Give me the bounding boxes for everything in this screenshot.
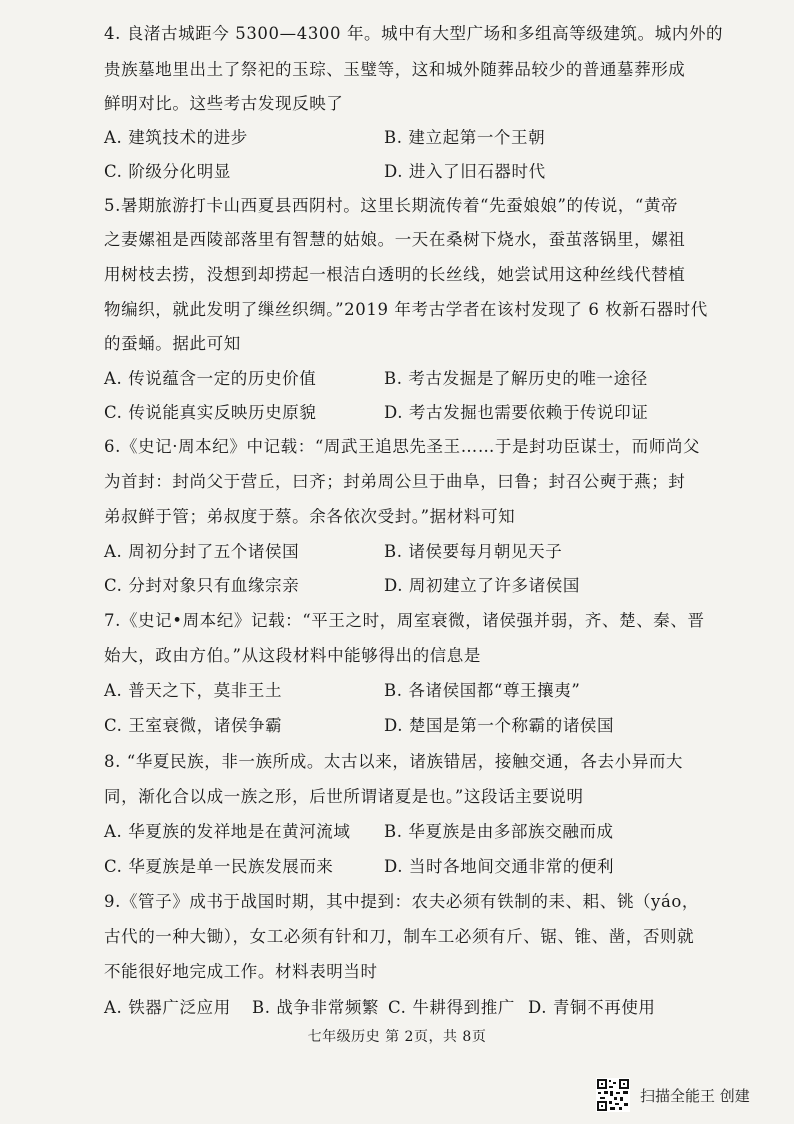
question-7-option-d: D. 楚国是第一个称霸的诸侯国 bbox=[384, 716, 615, 735]
question-9-option-b: B. 战争非常频繁 bbox=[252, 998, 380, 1017]
question-6-option-b: B. 诸侯要每月朝见天子 bbox=[384, 542, 563, 561]
question-8-option-c: C. 华夏族是单一民族发展而来 bbox=[104, 857, 334, 876]
question-6-option-c: C. 分封对象只有血缘宗亲 bbox=[104, 576, 300, 595]
question-9-line-2: 古代的一种大锄），女工必须有针和刀，制车工必须有斤、锯、锥、凿，否则就 bbox=[104, 927, 695, 946]
question-5-option-a: A. 传说蕴含一定的历史价值 bbox=[104, 369, 317, 388]
question-5-option-b: B. 考古发掘是了解历史的唯一途径 bbox=[384, 369, 648, 388]
question-8-option-d: D. 当时各地间交通非常的便利 bbox=[384, 857, 615, 876]
question-8-line-1: 8. “华夏民族，非一族所成。太古以来，诸族错居，接触交通，各去小异而大 bbox=[104, 752, 684, 771]
question-4-line-2: 贵族墓地里出土了祭祀的玉琮、玉璧等，这和城外随葬品较少的普通墓葬形成 bbox=[104, 60, 686, 79]
question-4-option-c: C. 阶级分化明显 bbox=[104, 162, 231, 181]
question-4-line-3: 鲜明对比。这些考古发现反映了 bbox=[104, 94, 344, 113]
question-4-option-a: A. 建筑技术的进步 bbox=[104, 128, 248, 147]
question-4-line-1: 4. 良渚古城距今 5300—4300 年。城中有大型广场和多组高等级建筑。城内外的 bbox=[104, 24, 724, 43]
question-5-line-4: 物编织，就此发明了缫丝织绸。”2019 年考古学者在该村发现了 6 枚新石器时代 bbox=[104, 300, 708, 319]
question-9-option-c: C. 牛耕得到推广 bbox=[388, 998, 515, 1017]
qr-code-icon bbox=[596, 1078, 630, 1112]
question-6-line-2: 为首封：封尚父于营丘，曰齐；封弟周公旦于曲阜，曰鲁；封召公奭于燕；封 bbox=[104, 472, 686, 491]
question-5-line-1: 5.暑期旅游打卡山西夏县西阴村。这里长期流传着“先蚕娘娘”的传说，“黄帝 bbox=[104, 196, 679, 215]
question-6-option-d: D. 周初建立了许多诸侯国 bbox=[384, 576, 580, 595]
question-5-option-c: C. 传说能真实反映历史原貌 bbox=[104, 403, 317, 422]
question-5-line-5: 的蚕蛹。据此可知 bbox=[104, 334, 241, 353]
question-6-line-1: 6.《史记·周本纪》中记载：“周武王追思先圣王……于是封功臣谋士，而师尚父 bbox=[104, 437, 701, 456]
question-6-line-3: 弟叔鲜于管；弟叔度于蔡。余各依次受封。”据材料可知 bbox=[104, 507, 516, 526]
page-footer: 七年级历史 第 2页，共 8页 bbox=[307, 1029, 487, 1045]
question-8-option-b: B. 华夏族是由多部族交融而成 bbox=[384, 822, 614, 841]
scanner-label: 扫描全能王 创建 bbox=[640, 1086, 750, 1105]
question-9-line-1: 9.《管子》成书于战国时期，其中提到：农夫必须有铁制的耒、耜、铫（yáo， bbox=[104, 892, 700, 911]
question-4-option-b: B. 建立起第一个王朝 bbox=[384, 128, 546, 147]
question-6-option-a: A. 周初分封了五个诸侯国 bbox=[104, 542, 300, 561]
question-7-option-c: C. 王室衰微，诸侯争霸 bbox=[104, 716, 283, 735]
question-9-line-3: 不能很好地完成工作。材料表明当时 bbox=[104, 962, 378, 981]
question-9-option-a: A. 铁器广泛应用 bbox=[104, 998, 231, 1017]
question-5-option-d: D. 考古发掘也需要依赖于传说印证 bbox=[384, 403, 649, 422]
question-7-line-2: 始大，政由方伯。”从这段材料中能够得出的信息是 bbox=[104, 646, 481, 665]
question-5-line-2: 之妻嫘祖是西陵部落里有智慧的姑娘。一天在桑树下烧水，蚕茧落锅里，嫘祖 bbox=[104, 230, 686, 249]
question-7-option-a: A. 普天之下，莫非王土 bbox=[104, 681, 283, 700]
question-8-line-2: 同，渐化合以成一族之形，后世所谓诸夏是也。”这段话主要说明 bbox=[104, 787, 584, 806]
question-8-option-a: A. 华夏族的发祥地是在黄河流域 bbox=[104, 822, 351, 841]
question-9-option-d: D. 青铜不再使用 bbox=[528, 998, 656, 1017]
scanner-watermark bbox=[596, 1075, 750, 1115]
question-4-option-d: D. 进入了旧石器时代 bbox=[384, 162, 546, 181]
question-7-option-b: B. 各诸侯国都“尊王攘夷” bbox=[384, 681, 581, 700]
question-7-line-1: 7.《史记•周本纪》记载：“平王之时，周室衰微，诸侯强并弱，齐、楚、秦、晋 bbox=[104, 611, 705, 630]
question-5-line-3: 用树枝去捞，没想到却捞起一根洁白透明的长丝线，她尝试用这种丝线代替植 bbox=[104, 265, 686, 284]
